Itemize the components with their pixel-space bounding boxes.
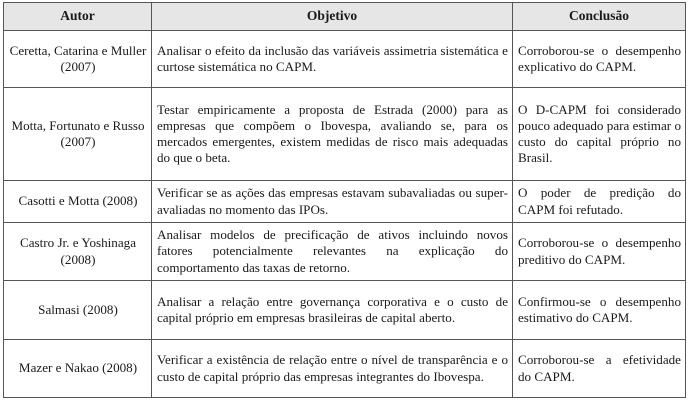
cell-conclusao: Corroborou-se a efetividade do CAPM. bbox=[513, 340, 686, 398]
cell-objetivo: Testar empiricamente a proposta de Estrada (2000) para as empresas que compõem o Ibovespa, avaliando se, para os mercados emergentes, existem medidas de risco mais adequadas do que o beta. bbox=[152, 88, 513, 181]
cell-conclusao: Confirmou-se o desempenho estimativo do CAPM. bbox=[513, 281, 686, 340]
cell-autor: Salmasi (2008) bbox=[4, 281, 152, 340]
cell-objetivo: Analisar o efeito da inclusão das variáveis assimetria sistemática e curtose sistemática no CAPM. bbox=[152, 31, 513, 88]
cell-objetivo: Verificar se as ações das empresas estavam subavaliadas ou super-avaliadas no momento das IPOs. bbox=[152, 181, 513, 223]
cell-objetivo: Analisar a relação entre governança corporativa e o custo de capital próprio em empresas brasileiras de capital aberto. bbox=[152, 281, 513, 340]
header-autor: Autor bbox=[4, 3, 152, 31]
header-objetivo: Objetivo bbox=[152, 3, 513, 31]
table-row bbox=[4, 181, 686, 223]
cell-autor: Motta, Fortunato e Russo (2007) bbox=[4, 88, 152, 181]
table-row bbox=[4, 88, 686, 181]
table-row bbox=[4, 281, 686, 340]
cell-autor: Castro Jr. e Yoshinaga (2008) bbox=[4, 223, 152, 281]
cell-autor: Mazer e Nakao (2008) bbox=[4, 340, 152, 398]
studies-table bbox=[3, 2, 686, 398]
cell-conclusao: Corroborou-se o desempenho explicativo do CAPM. bbox=[513, 31, 686, 88]
cell-conclusao: Corroborou-se o desempenho preditivo do CAPM. bbox=[513, 223, 686, 281]
table-row bbox=[4, 340, 686, 398]
cell-conclusao: O D-CAPM foi considerado pouco adequado para estimar o custo do capital próprio no Brasil. bbox=[513, 88, 686, 181]
cell-autor: Casotti e Motta (2008) bbox=[4, 181, 152, 223]
cell-autor: Ceretta, Catarina e Muller (2007) bbox=[4, 31, 152, 88]
cell-objetivo: Verificar a existência de relação entre o nível de transparência e o custo de capital próprio das empresas integrantes do Ibovespa. bbox=[152, 340, 513, 398]
header-conclusao: Conclusão bbox=[513, 3, 686, 31]
table-row bbox=[4, 223, 686, 281]
cell-conclusao: O poder de predição do CAPM foi refutado. bbox=[513, 181, 686, 223]
cell-objetivo: Analisar modelos de precificação de ativos incluindo novos fatores potencialmente relevantes na explicação do comportamento das taxas de retorno. bbox=[152, 223, 513, 281]
table-header-row bbox=[4, 3, 686, 31]
table-row bbox=[4, 31, 686, 88]
